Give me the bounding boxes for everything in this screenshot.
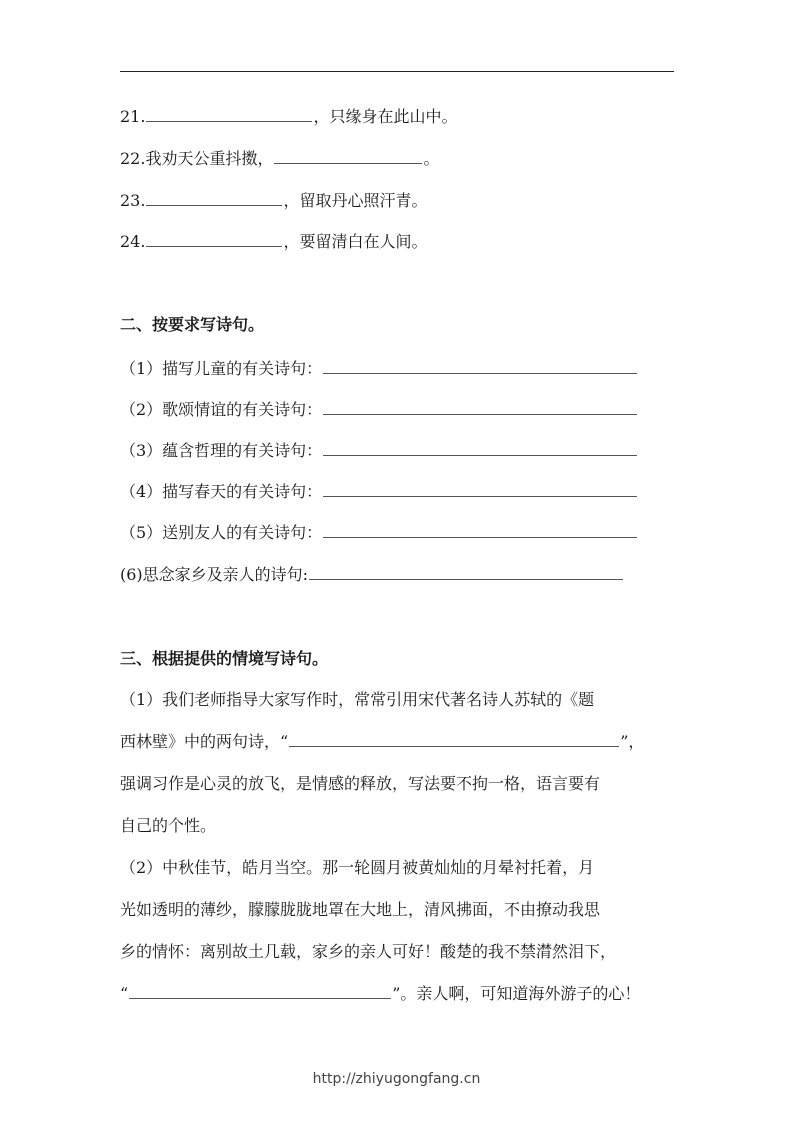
paragraph-line <box>120 731 676 753</box>
paragraph-text: “ <box>120 984 129 1003</box>
item-prompt: （3）蕴含哲理的有关诗句： <box>120 441 323 460</box>
answer-blank[interactable] <box>323 359 637 374</box>
paragraph-text: 西林壁》中的两句诗，“ <box>120 732 289 751</box>
answer-blank[interactable] <box>323 523 637 538</box>
answer-blank[interactable] <box>323 482 637 497</box>
question-text: ，只缘身在此山中。 <box>313 107 458 126</box>
question-text: 我劝天公重抖擞， <box>145 149 274 168</box>
question-number: 22. <box>120 149 146 168</box>
answer-blank[interactable] <box>323 441 637 456</box>
answer-blank[interactable] <box>129 984 391 999</box>
section-2-item <box>120 481 638 503</box>
paragraph-text: ”。亲人啊，可知道海外游子的心！ <box>392 984 641 1003</box>
section-2-item <box>120 399 638 421</box>
answer-blank[interactable] <box>274 149 422 164</box>
item-prompt: （1）描写儿童的有关诗句： <box>120 359 323 378</box>
section-2-item <box>120 358 638 380</box>
paragraph-line: 乡的情怀：离别故土几载，家乡的亲人可好！酸楚的我不禁潸然泪下， <box>120 942 617 961</box>
section-2-item <box>120 522 638 544</box>
question-text: ，留取丹心照汗青。 <box>283 191 428 210</box>
item-prompt: （5）送别友人的有关诗句： <box>120 523 323 542</box>
question-text: 。 <box>423 149 440 168</box>
question-number: 21. <box>120 107 146 126</box>
item-prompt: （2）歌颂情谊的有关诗句： <box>120 400 323 419</box>
paragraph-line: （1）我们老师指导大家写作时，常常引用宋代著名诗人苏轼的《题 <box>120 690 595 709</box>
question-23 <box>120 190 427 212</box>
question-21 <box>120 106 457 128</box>
question-number: 23. <box>120 191 146 210</box>
section-3-title: 三、根据提供的情境写诗句。 <box>120 649 329 668</box>
answer-blank[interactable] <box>323 400 637 415</box>
answer-blank[interactable] <box>146 107 312 122</box>
item-prompt: (6)思念家乡及亲人的诗句: <box>120 565 309 584</box>
answer-blank[interactable] <box>289 732 619 747</box>
section-2-title: 二、按要求写诗句。 <box>120 315 265 334</box>
question-number: 24. <box>120 232 146 251</box>
item-prompt: （4）描写春天的有关诗句： <box>120 482 323 501</box>
section-2-item <box>120 564 624 586</box>
question-22 <box>120 148 439 170</box>
header-rule <box>120 71 674 72</box>
paragraph-text: ”， <box>620 732 645 751</box>
footer-url: http://zhiyugongfang.cn <box>312 1071 481 1087</box>
question-24 <box>120 231 427 253</box>
paragraph-line: 光如透明的薄纱，朦朦胧胧地罩在大地上，清风拂面，不由撩动我思 <box>120 900 601 919</box>
paragraph-line: （2）中秋佳节，皓月当空。那一轮圆月被黄灿灿的月晕衬托着，月 <box>120 858 595 877</box>
paragraph-line: 自己的个性。 <box>120 816 217 835</box>
paragraph-line <box>120 983 676 1005</box>
answer-blank[interactable] <box>146 232 282 247</box>
answer-blank[interactable] <box>146 191 282 206</box>
question-text: ，要留清白在人间。 <box>283 232 428 251</box>
paragraph-line: 强调习作是心灵的放飞，是情感的释放，写法要不拘一格，语言要有 <box>120 774 601 793</box>
section-2-item <box>120 440 638 462</box>
answer-blank[interactable] <box>309 565 623 580</box>
